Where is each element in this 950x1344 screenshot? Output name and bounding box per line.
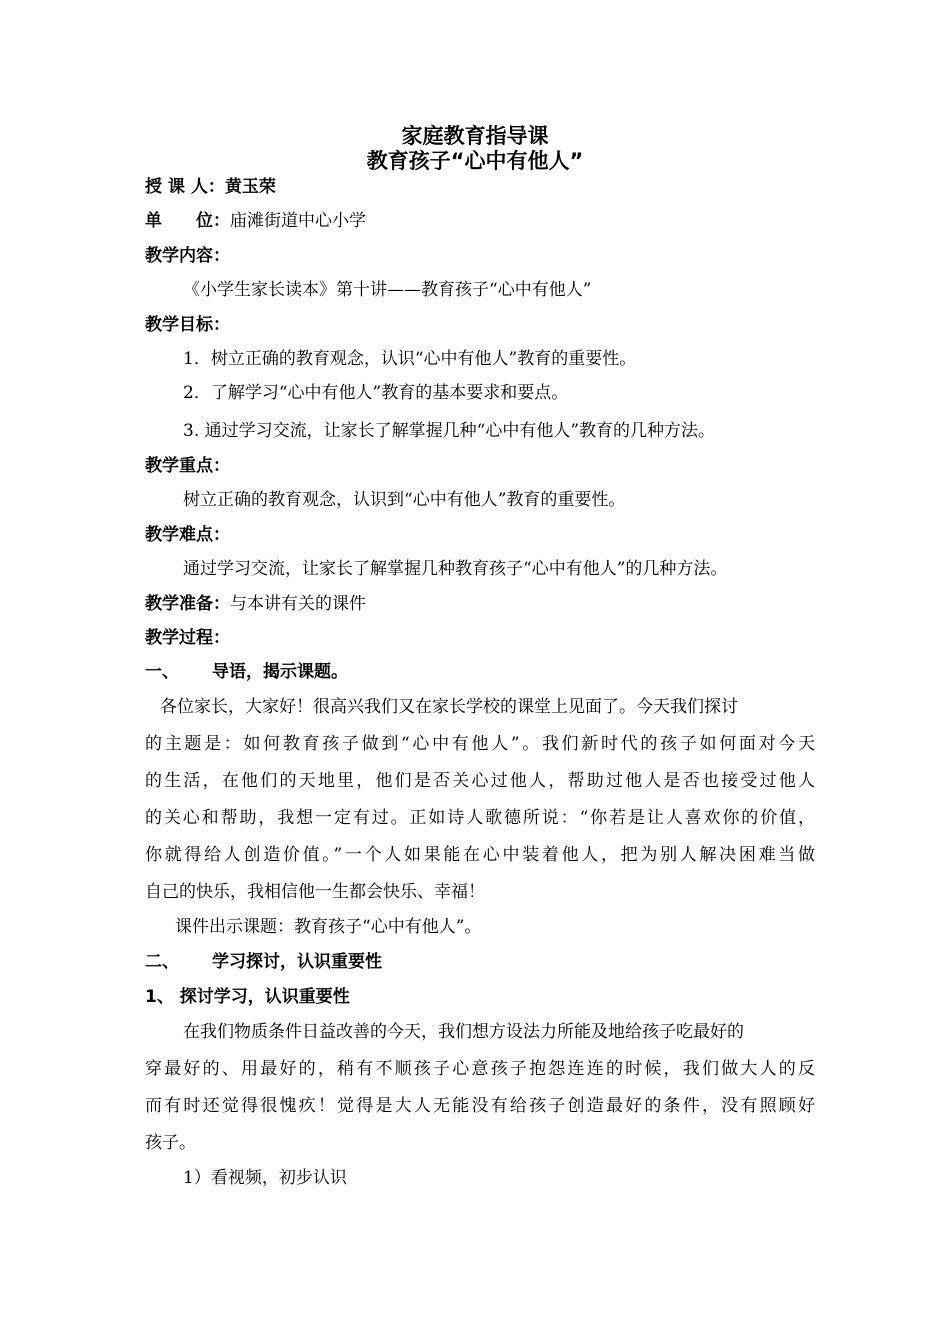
- section2-title: 学习探讨，认识重要性: [212, 952, 382, 972]
- para1-line: 你就得给人创造价值。”一个人如果能在心中装着他人，把为别人解决困难当做: [145, 845, 815, 865]
- courseware-line: 课件出示课题：教育孩子“心中有他人”。: [175, 917, 482, 937]
- para2-line: 而有时还觉得很愧疚！觉得是大人无能没有给孩子创造最好的条件，没有照顾好: [145, 1096, 815, 1116]
- prep-line: [145, 592, 815, 616]
- content-label: 教学内容：: [145, 246, 230, 266]
- para2-line: 穿最好的、用最好的，稍有不顺孩子心意孩子抱怨连连的时候，我们做大人的反: [145, 1059, 815, 1079]
- step1-line: 1）看视频，初步认识: [183, 1168, 347, 1188]
- difficulty-text: 通过学习交流，让家长了解掌握几种教育孩子“心中有他人”的几种方法。: [183, 559, 728, 579]
- unit-line: [145, 209, 815, 233]
- teacher-line: [145, 175, 815, 199]
- prep-text: 与本讲有关的课件: [230, 594, 366, 614]
- process-label: 教学过程：: [145, 628, 230, 648]
- para1-line: 的生活，在他们的天地里，他们是否关心过他人，帮助过他人是否也接受过他人: [145, 771, 815, 791]
- section1-number: 一、: [145, 662, 179, 682]
- doc-title: 家庭教育指导课: [401, 124, 549, 148]
- unit-name: 庙滩街道中心小学: [230, 211, 366, 231]
- section2-heading: [145, 950, 815, 974]
- teacher-label: 授 课 人：: [145, 177, 225, 197]
- key-text: 树立正确的教育观念，认识到“心中有他人”教育的重要性。: [183, 490, 626, 510]
- goals-label: 教学目标：: [145, 315, 230, 335]
- prep-label: 教学准备：: [145, 594, 230, 614]
- para2-line: 在我们物质条件日益改善的今天，我们想方设法力所能及地给孩子吃最好的: [183, 1022, 744, 1042]
- para2-line: 孩子。: [145, 1133, 196, 1153]
- teacher-name: 黄玉荣: [224, 177, 276, 197]
- goal-item: 1．树立正确的教育观念，认识“心中有他人”教育的重要性。: [183, 349, 637, 369]
- para1-line: 自己的快乐，我相信他一生都会快乐、幸福！: [145, 882, 485, 902]
- section1-title: 导语，揭示课题。: [212, 662, 348, 682]
- para1-line: 的关心和帮助，我想一定有过。正如诗人歌德所说：“你若是让人喜欢你的价值，: [145, 808, 815, 828]
- unit-label: 单 位：: [145, 211, 230, 231]
- difficulty-label: 教学难点：: [145, 525, 230, 545]
- content-text: 《小学生家长读本》第十讲——教育孩子“心中有他人”: [183, 280, 592, 300]
- para1-line: 的主题是：如何教育孩子做到“心中有他人”。我们新时代的孩子如何面对今天: [145, 734, 815, 754]
- subsection1-heading: 1、 探讨学习，认识重要性: [145, 987, 350, 1007]
- doc-subtitle: 教育孩子“心中有他人”: [366, 149, 584, 173]
- section2-number: 二、: [145, 952, 179, 972]
- goal-item: 3. 通过学习交流，让家长了解掌握几种“心中有他人”教育的几种方法。: [183, 421, 716, 441]
- goal-item: 2．了解学习“心中有他人”教育的基本要求和要点。: [183, 383, 569, 403]
- section1-heading: [145, 660, 815, 684]
- key-label: 教学重点：: [145, 456, 230, 476]
- para1-line: 各位家长，大家好！很高兴我们又在家长学校的课堂上见面了。今天我们探讨: [160, 697, 738, 717]
